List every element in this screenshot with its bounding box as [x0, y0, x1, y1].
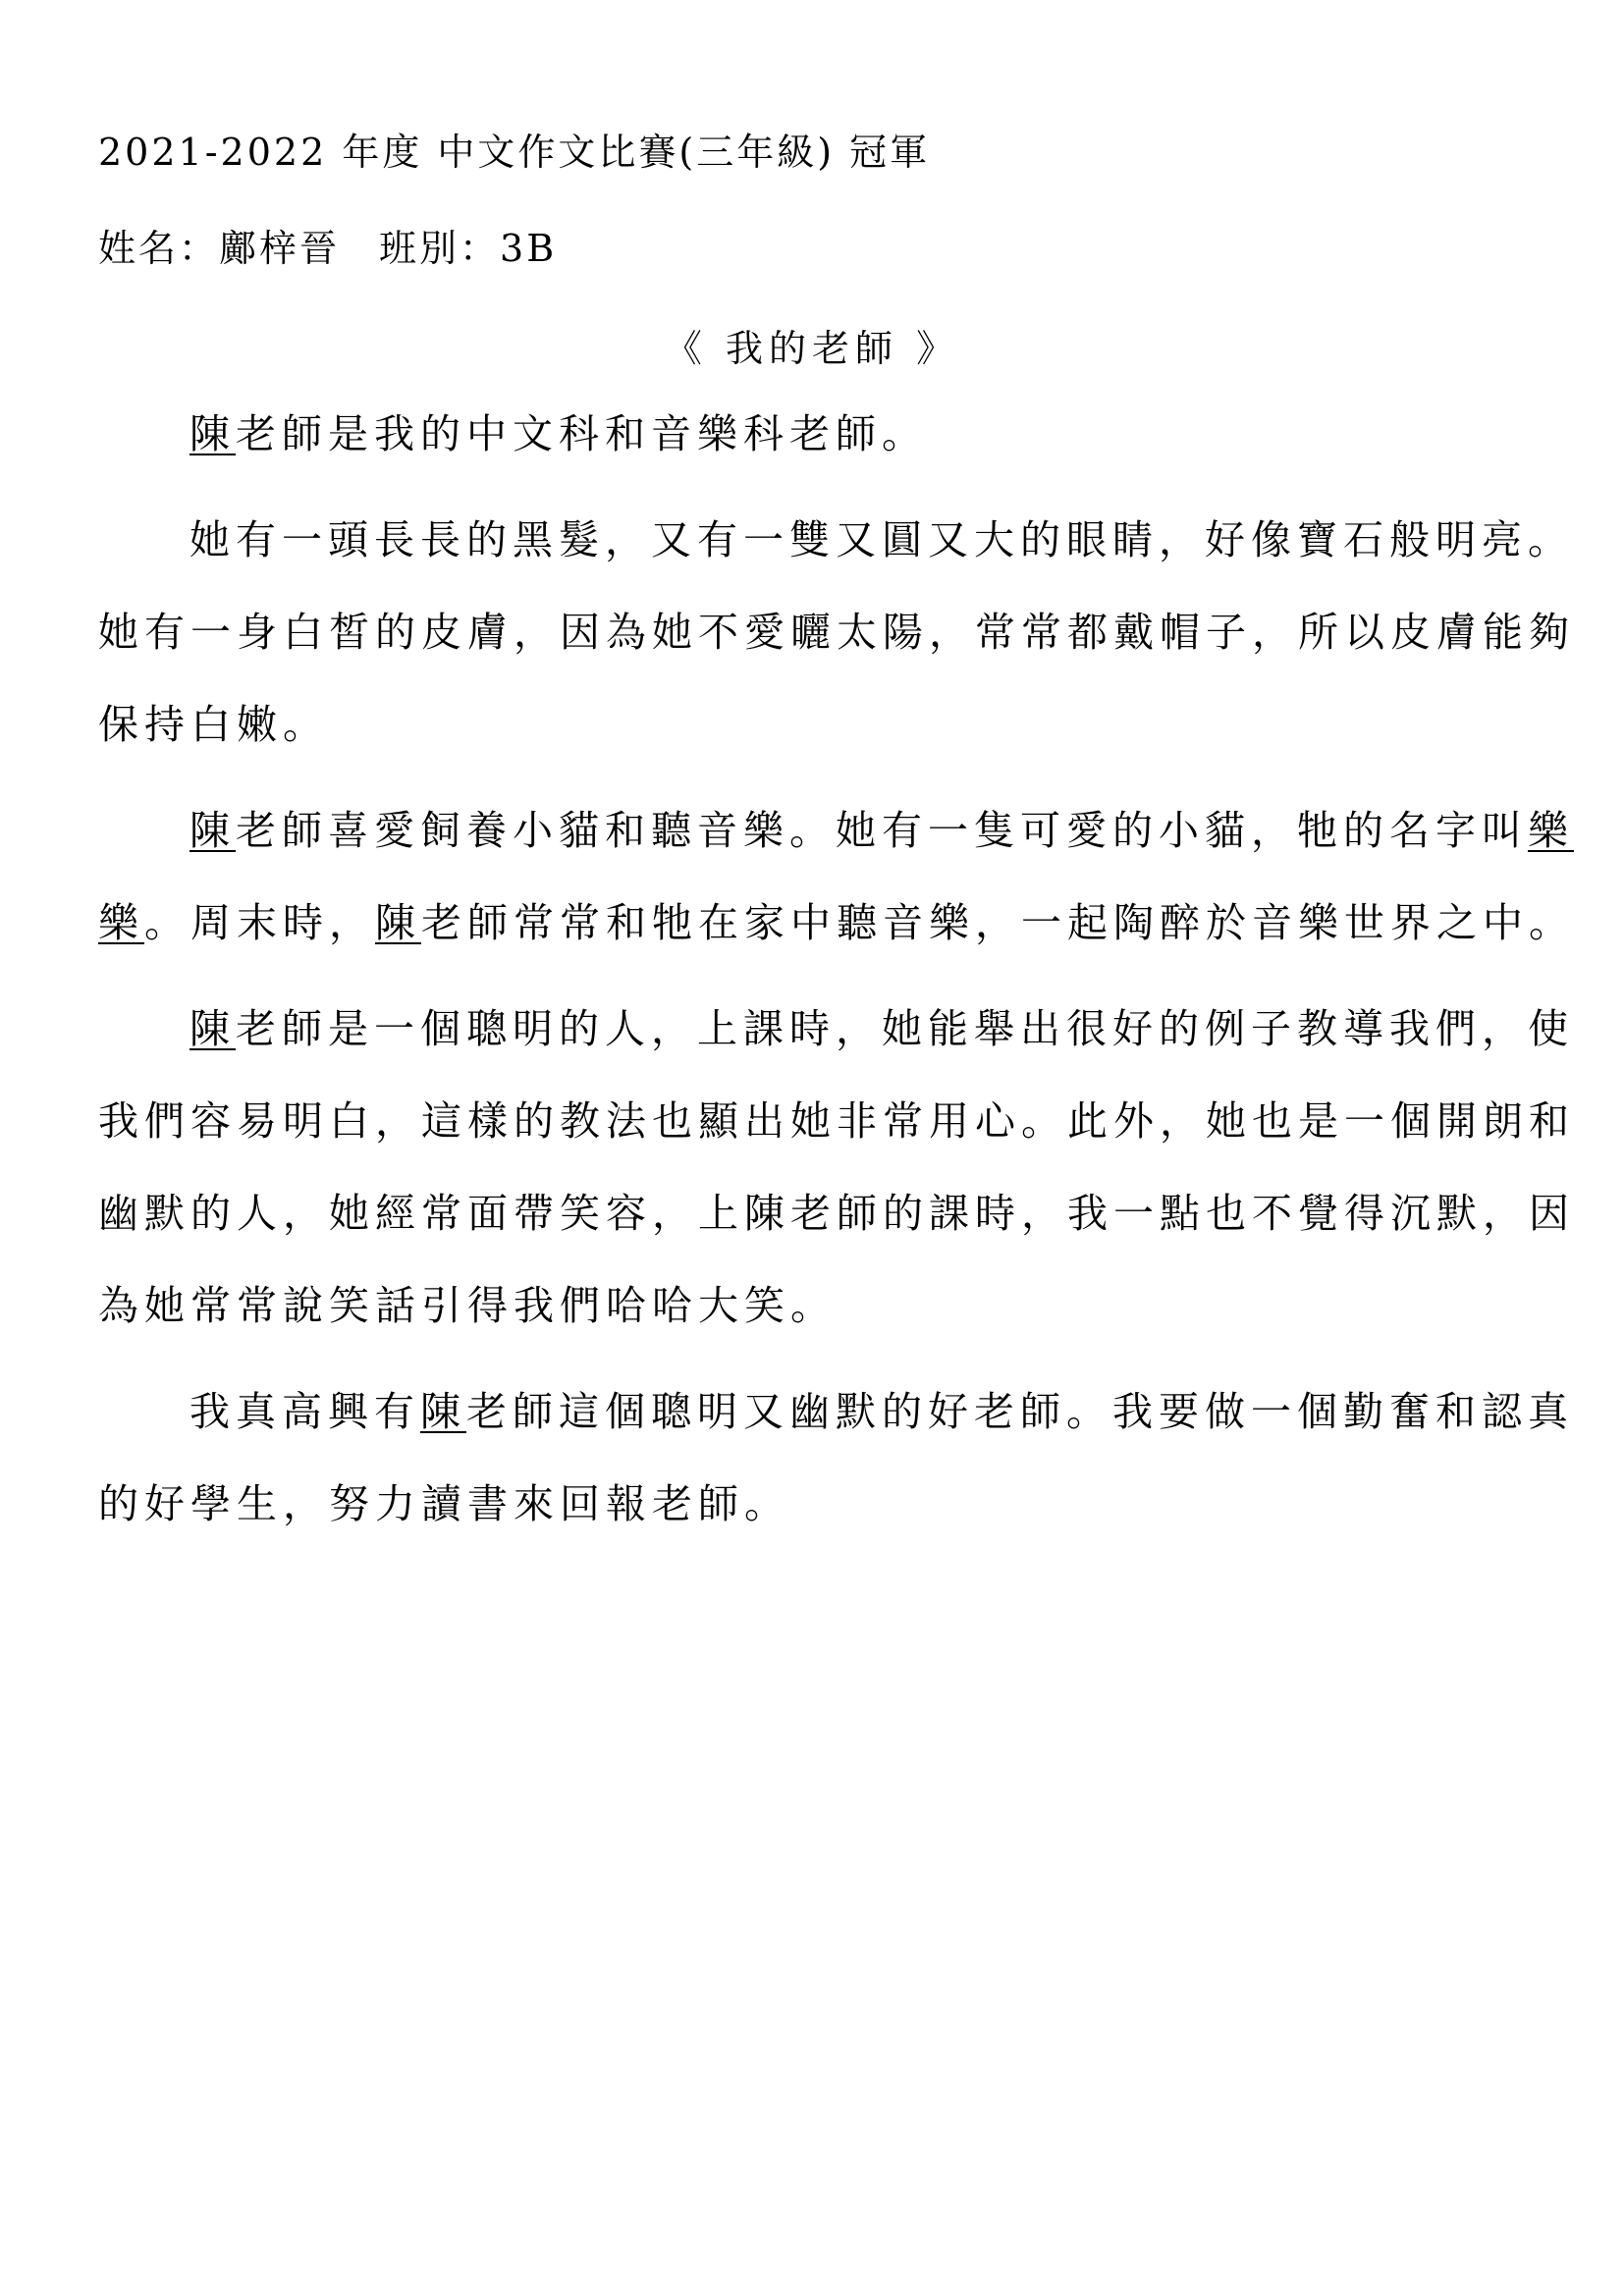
proper-noun-name: 陳 [189, 1005, 236, 1052]
proper-noun-name: 陳 [189, 410, 236, 457]
text-segment: 老師喜愛飼養小貓和聽音樂。她有一隻可愛的小貓，牠的名字叫 [236, 807, 1528, 854]
paragraph-3-line-2 [98, 893, 1575, 952]
paragraph-4-line-4: 為她常常說笑話引得我們哈哈大笑。 [98, 1282, 837, 1329]
student-name: 姓名：鄺梓晉 [98, 227, 341, 270]
paragraph-2-line-1: 她有一頭長長的黑髮，又有一雙又圓又大的眼睛，好像寶石般明亮。 [189, 516, 1574, 563]
text-segment: 。周末時， [144, 899, 375, 946]
paragraph-5-line-1 [189, 1382, 1574, 1441]
proper-noun-name: 陳 [420, 1388, 466, 1435]
proper-noun-name: 樂 [98, 899, 144, 946]
student-info [98, 218, 557, 272]
paragraph-4-line-2: 我們容易明白，這樣的教法也顯出她非常用心。此外，她也是一個開朗和 [98, 1097, 1575, 1145]
paragraph-3-line-1 [189, 801, 1574, 860]
proper-noun-name: 陳 [189, 807, 236, 854]
student-class: 班別：3B [379, 227, 558, 270]
essay-title: 《 我的老師 》 [664, 327, 960, 370]
paragraph-1-line-1 [189, 404, 1532, 463]
text-segment: 我真高興有 [189, 1388, 420, 1435]
text-segment: 老師是一個聰明的人，上課時，她能舉出很好的例子教導我們，使 [236, 1005, 1574, 1052]
proper-noun-name: 樂 [1528, 807, 1574, 854]
proper-noun-name: 陳 [375, 899, 421, 946]
paragraph-4-line-1 [189, 999, 1574, 1058]
competition-heading: 2021-2022 年度 中文作文比賽(三年級) 冠軍 [98, 131, 931, 174]
text-segment: 老師這個聰明又幽默的好老師。我要做一個勤奮和認真 [466, 1388, 1574, 1435]
paragraph-4-line-3: 幽默的人，她經常面帶笑容，上陳老師的課時，我一點也不覺得沉默，因 [98, 1190, 1575, 1237]
text-segment: 老師是我的中文科和音樂科老師。 [236, 410, 928, 457]
text-segment: 老師常常和牠在家中聽音樂，一起陶醉於音樂世界之中。 [421, 899, 1575, 946]
paragraph-5-line-2: 的好學生，努力讀書來回報老師。 [98, 1480, 790, 1527]
paragraph-2-line-3: 保持白嫩。 [98, 701, 329, 748]
paragraph-2-line-2: 她有一身白皙的皮膚，因為她不愛曬太陽，常常都戴帽子，所以皮膚能夠 [98, 609, 1575, 656]
